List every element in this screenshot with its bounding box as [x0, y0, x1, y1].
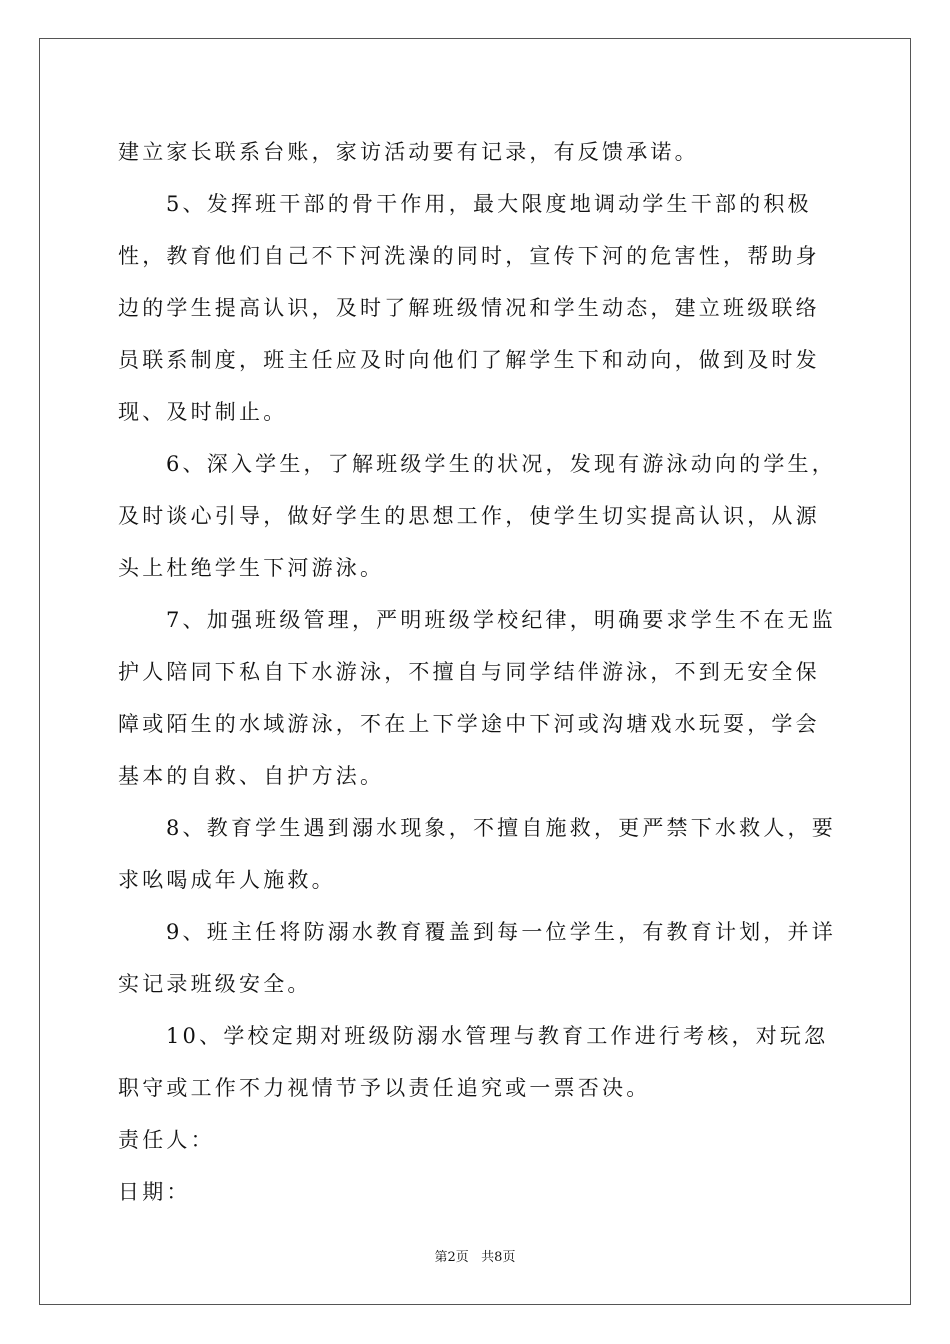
date-label: 日期： — [118, 1180, 191, 1204]
paragraph-item-6: 6、深入学生，了解班级学生的状况，发现有游泳动向的学生，及时谈心引导，做好学生的思想工作，使学生切实提高认识，从源头上杜绝学生下河游泳。 — [118, 452, 836, 580]
responsible-person-label: 责任人： — [118, 1128, 215, 1152]
document-body — [118, 126, 838, 1218]
page-number-footer: 第2页 共8页 — [434, 1250, 516, 1265]
paragraph-item-9: 9、班主任将防溺水教育覆盖到每一位学生，有教育计划，并详实记录班级安全。 — [118, 920, 836, 996]
paragraph-item-5: 5、发挥班干部的骨干作用，最大限度地调动学生干部的积极性，教育他们自己不下河洗澡的同时，宣传下河的危害性，帮助身边的学生提高认识，及时了解班级情况和学生动态，建立班级联络员联系制度，班主任应及时向他们了解学生下和动向，做到及时发现、及时制止。 — [118, 192, 820, 424]
paragraph-item-8: 8、教育学生遇到溺水现象，不擅自施救，更严禁下水救人，要求吆喝成年人施救。 — [118, 816, 836, 892]
paragraph-continuation: 建立家长联系台账，家访活动要有记录，有反馈承诺。 — [118, 140, 699, 164]
paragraph-item-7: 7、加强班级管理，严明班级学校纪律，明确要求学生不在无监护人陪同下私自下水游泳，不擅自与同学结伴游泳，不到无安全保障或陌生的水域游泳，不在上下学途中下河或沟塘戏水玩耍，学会基本的自救、自护方法。 — [118, 608, 836, 788]
paragraph-item-10: 10、学校定期对班级防溺水管理与教育工作进行考核，对玩忽职守或工作不力视情节予以责任追究或一票否决。 — [118, 1024, 829, 1100]
